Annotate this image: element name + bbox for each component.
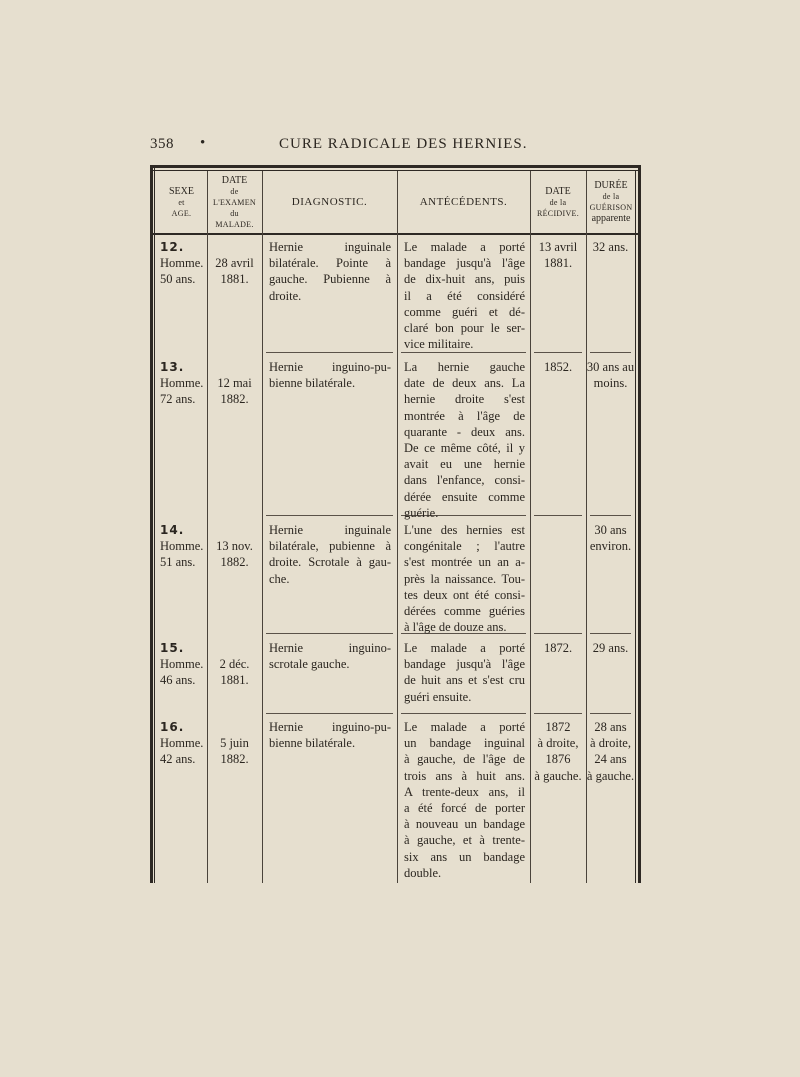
- column-separator: [397, 171, 398, 883]
- antecedents-line: il a été considéré: [404, 288, 525, 303]
- antecedents-line: Le malade a porté: [404, 720, 525, 734]
- table-left-border: [150, 165, 153, 883]
- date-recidive-line: 1852.: [543, 360, 573, 374]
- cell-duree: [586, 359, 635, 391]
- antecedents-line: à gauche, de l'âge de: [404, 752, 525, 767]
- sexe-age-line: 51 ans.: [160, 555, 196, 570]
- duree-line: 29 ans.: [592, 641, 629, 655]
- diagnostic-line: scrotale gauche.: [269, 657, 350, 672]
- duree-line: à droite,: [590, 736, 631, 751]
- date-recidive-line: 1881.: [543, 256, 573, 271]
- duree-line: 30 ans: [594, 523, 627, 537]
- table-right-border: [638, 165, 641, 883]
- diagnostic-line: che.: [269, 571, 290, 586]
- cell-date-examen: [207, 656, 262, 688]
- case-number: 14.: [160, 523, 185, 537]
- antecedents-line: dérées comme guéries: [404, 604, 525, 619]
- page-header: [150, 136, 640, 158]
- antecedents-line: quarante - deux ans.: [404, 424, 525, 439]
- sexe-age-line: Homme.: [160, 376, 204, 391]
- cell-sexe-age: [160, 359, 207, 408]
- cell-diagnostic: [269, 640, 391, 672]
- duree-line: 32 ans.: [592, 240, 629, 254]
- col-header-duree-line: DURÉE: [594, 180, 628, 191]
- col-header-sexe-line: SEXE: [169, 185, 194, 197]
- row-divider: [401, 713, 526, 714]
- diagnostic-line: Hernie inguino-pu-: [269, 720, 391, 734]
- antecedents-line: trois ans à huit ans.: [404, 768, 525, 783]
- antecedents-line: avait eu une hernie: [404, 457, 525, 472]
- date-examen-line: 12 mai: [217, 376, 252, 390]
- antecedents-line: dérée ensuite comme: [404, 489, 525, 504]
- antecedents-line: près la naissance. Tou-: [404, 571, 525, 586]
- antecedents-line: à l'âge de douze ans.: [404, 620, 507, 635]
- col-header-diagnostic: [262, 173, 397, 231]
- antecedents-line: à nouveau un bandage: [404, 817, 525, 832]
- case-number: 13.: [160, 360, 185, 374]
- col-header-recidive-line: DATE: [545, 185, 571, 197]
- antecedents-line: dans l'enfance, consi-: [404, 473, 525, 488]
- duree-line: moins.: [593, 376, 628, 391]
- antecedents-line: L'une des hernies est: [404, 523, 525, 537]
- col-header-duree-line: GUÉRISON: [589, 203, 633, 212]
- cell-date-recidive: [530, 719, 586, 784]
- date-recidive-line: à droite,: [537, 736, 579, 751]
- sexe-age-line: Homme.: [160, 256, 204, 271]
- col-header-duree-line: apparente: [591, 213, 631, 224]
- running-title: CURE RADICALE DES HERNIES.: [279, 136, 528, 152]
- col-header-date-line: L'EXAMEN: [213, 197, 256, 207]
- table-top-rule-thin: [150, 170, 641, 171]
- cell-duree: [586, 522, 635, 554]
- sexe-age-line: Homme.: [160, 736, 204, 751]
- col-header-duree: [586, 173, 636, 231]
- date-recidive-line: 1872.: [543, 641, 573, 655]
- cell-duree: [586, 239, 635, 255]
- diagnostic-line: bilatérale, pubienne à: [269, 539, 391, 554]
- antecedents-line: guérie.: [404, 505, 439, 520]
- cell-antecedents: [404, 239, 525, 352]
- antecedents-line: La hernie gauche: [404, 360, 525, 374]
- date-examen-line: 1881.: [220, 673, 249, 688]
- cell-date-recidive: [530, 239, 586, 271]
- sexe-age-line: Homme.: [160, 657, 204, 672]
- case-table: [150, 165, 641, 883]
- date-examen-line: 1882.: [220, 752, 249, 767]
- row-divider: [590, 633, 631, 634]
- antecedents-line: s'est montrée un an a-: [404, 555, 525, 570]
- diagnostic-line: droite.: [269, 288, 302, 303]
- date-examen-line: 1882.: [220, 555, 249, 570]
- antecedents-line: Le malade a porté: [404, 641, 525, 655]
- cell-sexe-age: [160, 522, 207, 571]
- col-header-duree-line: de la: [602, 192, 620, 201]
- diagnostic-line: Hernie inguinale: [269, 240, 391, 254]
- col-header-diagnostic-label: DIAGNOSTIC.: [291, 195, 368, 208]
- row-divider: [534, 713, 582, 714]
- row-divider: [266, 352, 393, 353]
- col-header-recidive-line: RÉCIDIVE.: [536, 208, 580, 218]
- duree-line: 28 ans: [594, 720, 627, 734]
- cell-diagnostic: [269, 522, 391, 587]
- row-divider: [266, 633, 393, 634]
- cell-diagnostic: [269, 359, 391, 391]
- sexe-age-line: 50 ans.: [160, 272, 196, 287]
- antecedents-line: bandage jusqu'à l'âge: [404, 657, 525, 672]
- date-examen-line: 1882.: [220, 392, 249, 407]
- cell-date-examen: [207, 375, 262, 407]
- cell-duree: [586, 640, 635, 656]
- col-header-date-line: de: [230, 186, 239, 196]
- row-divider: [534, 633, 582, 634]
- sexe-age-line: Homme.: [160, 539, 204, 554]
- date-examen-line: 5 juin: [220, 736, 249, 750]
- table-top-rule: [150, 165, 641, 168]
- duree-line: à gauche.: [586, 768, 635, 783]
- diagnostic-line: gauche. Pubienne à: [269, 272, 391, 287]
- case-number: 16.: [160, 720, 185, 734]
- diagnostic-line: droite. Scrotale à gau-: [269, 555, 391, 570]
- cell-antecedents: [404, 640, 525, 705]
- col-header-date-recidive: [530, 173, 586, 231]
- col-header-recidive-line: de la: [549, 197, 567, 207]
- col-header-date-examen: [207, 173, 262, 231]
- duree-line: 30 ans au: [586, 360, 635, 374]
- case-number: 12.: [160, 240, 185, 254]
- cell-duree: [586, 719, 635, 784]
- header-rule: [150, 233, 641, 235]
- cell-diagnostic: [269, 239, 391, 304]
- antecedents-line: hernie droite s'est: [404, 392, 525, 407]
- header-dot: •: [200, 135, 206, 151]
- antecedents-line: à gauche, et à trente-: [404, 833, 525, 848]
- date-recidive-line: 13 avril: [538, 240, 578, 254]
- date-examen-line: 13 nov.: [216, 539, 253, 553]
- antecedents-line: De ce même côté, il y: [404, 441, 525, 456]
- row-divider: [590, 713, 631, 714]
- table-right-border-thin: [635, 171, 636, 883]
- diagnostic-line: Hernie inguino-: [269, 641, 391, 655]
- diagnostic-line: bilatérale. Pointe à: [269, 256, 391, 271]
- antecedents-line: claré bon pour le ser-: [404, 321, 525, 336]
- cell-date-recidive: [530, 640, 586, 656]
- row-divider: [590, 352, 631, 353]
- diagnostic-line: Hernie inguinale: [269, 523, 391, 537]
- row-divider: [534, 515, 582, 516]
- antecedents-line: Le malade a porté: [404, 240, 525, 254]
- col-header-date-line: MALADE.: [215, 219, 254, 229]
- cell-date-examen: [207, 538, 262, 570]
- antecedents-line: date de deux ans. La: [404, 376, 525, 391]
- cell-antecedents: [404, 522, 525, 635]
- antecedents-line: comme guéri et dé-: [404, 304, 525, 319]
- column-separator: [262, 171, 263, 883]
- duree-line: 24 ans: [594, 752, 627, 767]
- antecedents-line: six ans un bandage: [404, 849, 525, 864]
- col-header-sexe-line: et: [178, 197, 185, 207]
- col-header-date-line: du: [230, 208, 239, 218]
- duree-line: environ.: [589, 539, 632, 554]
- antecedents-line: double.: [404, 865, 442, 880]
- row-divider: [534, 352, 582, 353]
- col-header-antecedents-label: ANTÉCÉDENTS.: [419, 195, 508, 208]
- date-examen-line: 2 déc.: [219, 657, 250, 671]
- case-number: 15.: [160, 641, 185, 655]
- col-header-antecedents: [397, 173, 530, 231]
- row-divider: [590, 515, 631, 516]
- cell-diagnostic: [269, 719, 391, 751]
- date-recidive-line: 1872: [545, 720, 571, 734]
- page-number: 358: [150, 136, 174, 152]
- cell-sexe-age: [160, 719, 207, 768]
- antecedents-line: A trente-deux ans, il: [404, 784, 525, 799]
- cell-antecedents: [404, 719, 525, 881]
- antecedents-line: congénitale ; l'autre: [404, 539, 525, 554]
- sexe-age-line: 72 ans.: [160, 392, 196, 407]
- antecedents-line: a été forcé de porter: [404, 801, 525, 816]
- cell-sexe-age: [160, 239, 207, 288]
- cell-date-examen: [207, 255, 262, 287]
- antecedents-line: guéri ensuite.: [404, 689, 472, 704]
- date-examen-line: 1881.: [220, 272, 249, 287]
- antecedents-line: vice militaire.: [404, 337, 474, 352]
- date-examen-line: 28 avril: [215, 256, 254, 270]
- antecedents-line: de dix-huit ans, puis: [404, 272, 525, 287]
- antecedents-line: bandage jusqu'à l'âge: [404, 256, 525, 271]
- sexe-age-line: 46 ans.: [160, 673, 196, 688]
- table-left-border-thin: [154, 165, 155, 883]
- cell-sexe-age: [160, 640, 207, 689]
- cell-antecedents: [404, 359, 525, 521]
- antecedents-line: tes deux ont été consi-: [404, 587, 525, 602]
- date-recidive-line: à gauche.: [534, 768, 582, 783]
- col-header-sexe: [156, 173, 207, 231]
- date-recidive-line: 1876: [545, 752, 571, 767]
- col-header-sexe-line: AGE.: [171, 208, 192, 218]
- cell-date-examen: [207, 735, 262, 767]
- antecedents-line: de huit ans et s'est cru: [404, 673, 525, 688]
- col-header-date-line: DATE: [221, 174, 248, 186]
- antecedents-line: montrée à l'âge de: [404, 408, 525, 423]
- diagnostic-line: bienne bilatérale.: [269, 376, 356, 391]
- cell-date-recidive: [530, 359, 586, 375]
- sexe-age-line: 42 ans.: [160, 752, 196, 767]
- antecedents-line: un bandage inguinal: [404, 736, 525, 751]
- row-divider: [266, 713, 393, 714]
- row-divider: [266, 515, 393, 516]
- diagnostic-line: Hernie inguino-pu-: [269, 360, 391, 374]
- diagnostic-line: bienne bilatérale.: [269, 736, 356, 751]
